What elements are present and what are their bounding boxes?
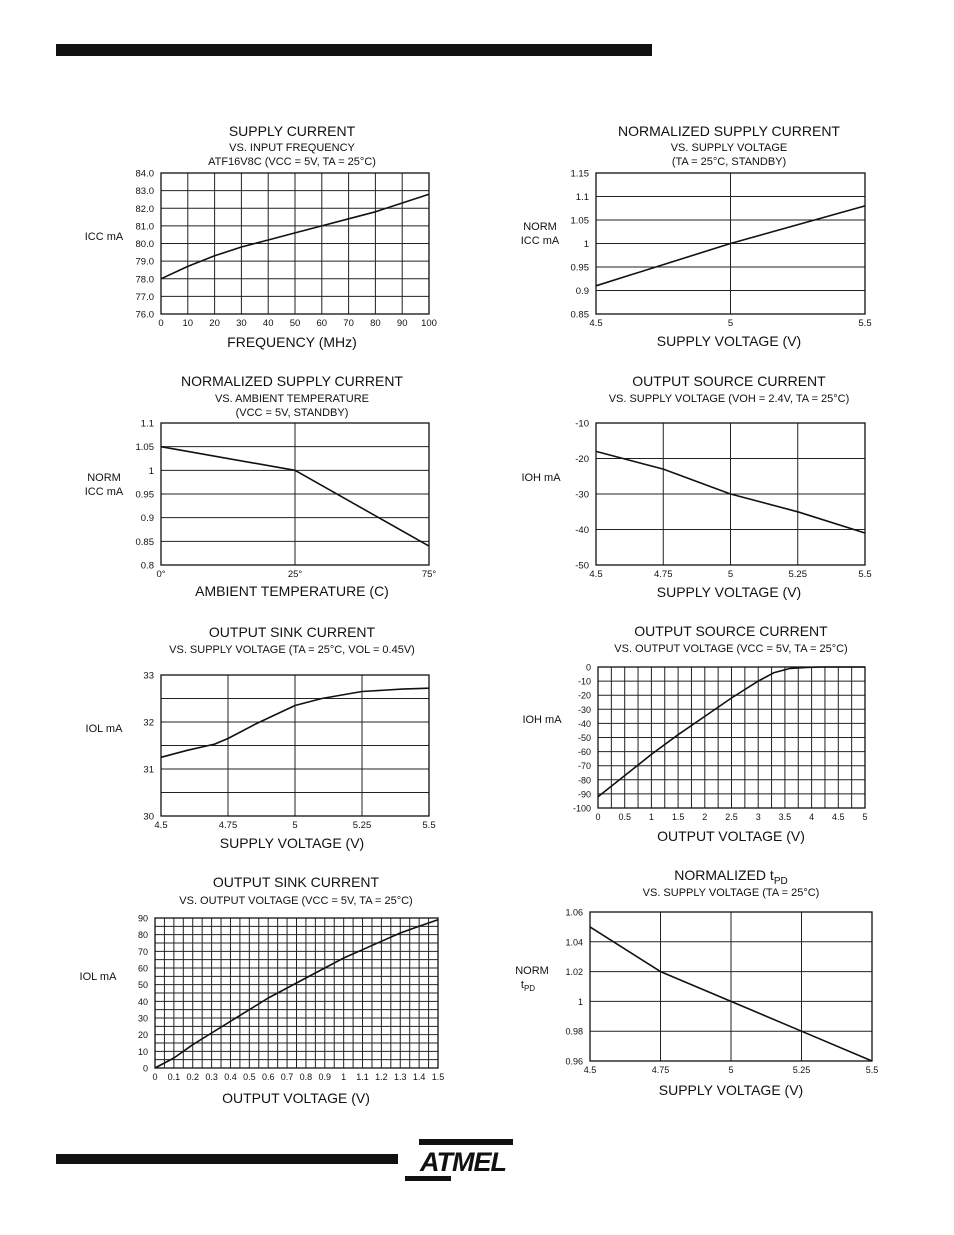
chart-4	[521, 373, 871, 600]
grid	[598, 667, 865, 808]
y-axis-label: IOL mA	[85, 723, 123, 735]
y-tick-label: 0.96	[565, 1056, 583, 1067]
y-axis-label: ICC mA	[84, 231, 124, 243]
chart-title: SUPPLY CURRENT	[228, 123, 356, 139]
chart-6	[522, 623, 867, 844]
y-tick-label: 80.0	[135, 239, 154, 250]
y-tick-label: 31	[143, 764, 154, 776]
x-tick-label: 0.1	[167, 1072, 181, 1082]
x-tick-label: 40	[262, 318, 274, 329]
y-axis-label: NORM	[87, 472, 121, 484]
x-tick-label: 5.25	[352, 820, 372, 831]
y-tick-label: -10	[575, 418, 589, 430]
chart-5	[86, 624, 436, 851]
y-tick-label: 1.05	[135, 442, 154, 454]
y-tick-label: 81.0	[135, 221, 154, 233]
y-tick-label: 80	[137, 930, 148, 941]
x-tick-label: 25°	[287, 569, 303, 580]
y-tick-label: 33	[143, 670, 154, 682]
y-axis-label: NORM	[523, 221, 557, 233]
x-axis-label: SUPPLY VOLTAGE (V)	[656, 333, 802, 349]
x-axis-label: FREQUENCY (MHz)	[227, 334, 357, 350]
x-tick-label: 1.3	[394, 1072, 407, 1082]
chart-2	[521, 123, 872, 349]
chart-8	[515, 867, 878, 1098]
y-tick-label: 0.95	[135, 489, 154, 501]
y-tick-label: 0.98	[565, 1026, 583, 1037]
x-tick-label: 20	[209, 318, 220, 329]
y-tick-label: 50	[137, 980, 148, 991]
x-axis-label: SUPPLY VOLTAGE (V)	[658, 1082, 804, 1098]
y-tick-label: -20	[575, 454, 589, 465]
x-tick-label: 0°	[156, 569, 166, 580]
y-tick-label: 0	[585, 662, 591, 673]
y-tick-label: 1.06	[565, 907, 583, 918]
x-tick-label: 0.2	[186, 1072, 199, 1082]
y-axis-label: NORM	[515, 965, 549, 977]
x-tick-label: 0.7	[280, 1072, 294, 1082]
x-tick-label: 75°	[421, 569, 437, 580]
y-tick-label: 76.0	[135, 309, 154, 321]
y-tick-label: -60	[577, 747, 591, 758]
y-tick-label: 0.85	[570, 309, 589, 321]
y-tick-label: 90	[137, 913, 148, 924]
x-tick-label: 5	[292, 820, 298, 831]
y-axis-label: IOL mA	[79, 971, 117, 983]
y-tick-label: -80	[577, 775, 591, 786]
y-tick-label: -100	[572, 803, 591, 814]
y-tick-label: 30	[143, 811, 154, 823]
grid	[161, 675, 429, 816]
x-tick-label: 4.75	[651, 1065, 670, 1075]
y-axis-label: IOH mA	[521, 472, 561, 484]
y-tick-label: 1.05	[570, 215, 589, 227]
y-axis-label: ICC mA	[520, 235, 560, 247]
x-tick-label: 4.5	[583, 1065, 597, 1075]
y-tick-label: 84.0	[135, 168, 154, 180]
y-axis-label: ICC mA	[84, 486, 124, 498]
y-tick-label: 40	[137, 996, 148, 1007]
x-tick-label: 1.2	[375, 1072, 388, 1082]
y-tick-label: 82.0	[135, 203, 154, 215]
chart-subtitle: (VCC = 5V, STANDBY)	[235, 407, 349, 419]
y-tick-label: 0.8	[140, 560, 154, 572]
x-tick-label: 10	[182, 318, 194, 329]
y-tick-label: 0.9	[140, 513, 154, 525]
x-tick-label: 0.3	[205, 1072, 218, 1082]
x-tick-label: 0	[152, 1072, 158, 1082]
y-tick-label: -30	[577, 704, 591, 715]
y-tick-label: 1.04	[565, 937, 583, 948]
logo-top-bar	[419, 1139, 513, 1145]
chart-subtitle: (TA = 25°C, STANDBY)	[671, 156, 787, 168]
y-tick-label: 0.9	[575, 286, 589, 297]
x-tick-label: 5.5	[422, 820, 436, 831]
x-tick-label: 5	[727, 318, 734, 329]
grid	[161, 423, 429, 565]
x-tick-label: 4.5	[589, 318, 603, 329]
x-axis-label: AMBIENT TEMPERATURE (C)	[195, 583, 389, 599]
x-tick-label: 1.5	[431, 1072, 445, 1082]
chart-subtitle: VS. SUPPLY VOLTAGE (TA = 25°C)	[642, 887, 820, 899]
x-tick-label: 0.5	[243, 1072, 256, 1082]
y-tick-label: -70	[577, 761, 591, 772]
y-tick-label: -50	[575, 560, 589, 572]
y-tick-label: -30	[575, 489, 589, 501]
x-tick-label: 5.5	[858, 569, 872, 580]
x-tick-label: 30	[236, 318, 247, 329]
y-tick-label: 32	[143, 717, 154, 729]
x-tick-label: 4	[809, 812, 815, 822]
y-tick-label: 1	[583, 239, 589, 250]
x-tick-label: 0	[595, 812, 601, 822]
x-tick-label: 5.5	[865, 1065, 879, 1075]
x-tick-label: 1.5	[671, 812, 685, 822]
x-tick-label: 5.25	[792, 1065, 811, 1075]
x-tick-label: 0.9	[318, 1072, 332, 1082]
chart-subtitle: VS. OUTPUT VOLTAGE (VCC = 5V, TA = 25°C)	[614, 643, 848, 655]
x-tick-label: 4.5	[832, 812, 845, 822]
chart-subtitle: VS. AMBIENT TEMPERATURE	[214, 393, 370, 405]
x-tick-label: 4.5	[154, 820, 168, 831]
x-tick-label: 5	[862, 812, 868, 822]
x-tick-label: 0	[158, 318, 164, 329]
y-tick-label: 1.02	[565, 967, 583, 978]
chart-subtitle: VS. INPUT FREQUENCY	[229, 142, 355, 154]
x-tick-label: 60	[316, 318, 328, 329]
y-tick-label: 1.15	[570, 168, 589, 180]
x-tick-label: 3.5	[778, 812, 792, 822]
y-tick-label: 1.1	[140, 418, 154, 430]
chart-subtitle: VS. SUPPLY VOLTAGE	[670, 142, 788, 154]
x-tick-label: 2.5	[725, 812, 738, 822]
x-tick-label: 0.4	[224, 1072, 237, 1082]
y-tick-label: 30	[137, 1013, 148, 1024]
x-tick-label: 80	[370, 318, 381, 329]
chart-title: NORMALIZED $t_{PD}$	[674, 867, 788, 887]
x-axis-label: OUTPUT VOLTAGE (V)	[222, 1090, 370, 1106]
x-tick-label: 4.5	[589, 569, 603, 580]
y-tick-label: 1	[577, 996, 583, 1007]
x-axis-label: SUPPLY VOLTAGE (V)	[219, 835, 365, 851]
chart-subtitle: ATF16V8C (VCC = 5V, TA = 25°C)	[208, 156, 376, 168]
y-tick-label: 83.0	[135, 186, 154, 198]
x-tick-label: 90	[396, 318, 408, 329]
x-tick-label: 5.25	[788, 569, 807, 580]
y-tick-label: 78.0	[135, 274, 154, 286]
x-tick-label: 1.1	[356, 1072, 369, 1082]
x-tick-label: 5	[727, 569, 734, 580]
y-tick-label: 20	[137, 1030, 148, 1041]
y-tick-label: 1	[148, 465, 154, 477]
grid	[161, 173, 429, 314]
x-axis-label: OUTPUT VOLTAGE (V)	[657, 828, 805, 844]
x-tick-label: 1	[341, 1072, 347, 1082]
x-tick-label: 2	[702, 812, 708, 822]
x-tick-label: 5	[728, 1065, 734, 1075]
chart-7	[80, 874, 445, 1106]
chart-title: OUTPUT SINK CURRENT	[212, 874, 380, 890]
chart-title: OUTPUT SINK CURRENT	[208, 624, 376, 640]
chart-subtitle: VS. OUTPUT VOLTAGE (VCC = 5V, TA = 25°C)	[179, 895, 413, 907]
y-tick-label: 77.0	[135, 291, 154, 303]
grid	[590, 912, 872, 1061]
chart-title: NORMALIZED SUPPLY CURRENT	[618, 123, 840, 139]
y-tick-label: 79.0	[135, 256, 154, 268]
x-tick-label: 0.6	[261, 1072, 275, 1082]
x-tick-label: 50	[289, 318, 301, 329]
x-tick-label: 4.75	[218, 820, 238, 831]
x-tick-label: 1.4	[412, 1072, 426, 1082]
y-tick-label: 0	[142, 1063, 148, 1074]
chart-title: OUTPUT SOURCE CURRENT	[632, 373, 826, 389]
y-tick-label: -40	[577, 718, 591, 729]
chart-subtitle: VS. SUPPLY VOLTAGE (VOH = 2.4V, TA = 25°C)	[608, 393, 850, 405]
x-tick-label: 100	[421, 318, 437, 329]
x-tick-label: 0.8	[299, 1072, 313, 1082]
atmel-logo	[405, 1138, 513, 1182]
x-axis-label: SUPPLY VOLTAGE (V)	[656, 584, 802, 600]
y-tick-label: 1.1	[575, 192, 589, 203]
chart-title: OUTPUT SOURCE CURRENT	[634, 623, 828, 639]
y-tick-label: 0.85	[135, 536, 154, 548]
x-tick-label: 4.75	[654, 569, 673, 580]
y-tick-label: -40	[575, 525, 589, 536]
y-tick-label: -10	[577, 676, 591, 687]
x-tick-label: 5.5	[858, 318, 872, 329]
logo-text: ATMEL	[420, 1147, 506, 1177]
x-tick-label: 70	[343, 318, 354, 329]
y-axis-label: IOH mA	[522, 714, 562, 726]
y-tick-label: -50	[577, 733, 591, 743]
x-tick-label: 0.5	[618, 812, 631, 822]
chart-1	[85, 123, 437, 350]
chart-title: NORMALIZED SUPPLY CURRENT	[181, 373, 403, 389]
grid	[155, 918, 438, 1068]
y-axis-label: $t_{PD}$	[520, 979, 536, 993]
y-tick-label: 60	[137, 963, 148, 974]
y-tick-label: 0.95	[570, 262, 589, 274]
y-tick-label: 10	[137, 1046, 148, 1057]
chart-3	[85, 373, 437, 599]
y-tick-label: -20	[577, 690, 591, 701]
x-tick-label: 1	[648, 812, 654, 822]
x-tick-label: 3	[755, 812, 761, 822]
y-tick-label: 70	[137, 946, 148, 957]
y-tick-label: -90	[577, 789, 591, 800]
chart-subtitle: VS. SUPPLY VOLTAGE (TA = 25°C, VOL = 0.45V)	[169, 644, 415, 656]
